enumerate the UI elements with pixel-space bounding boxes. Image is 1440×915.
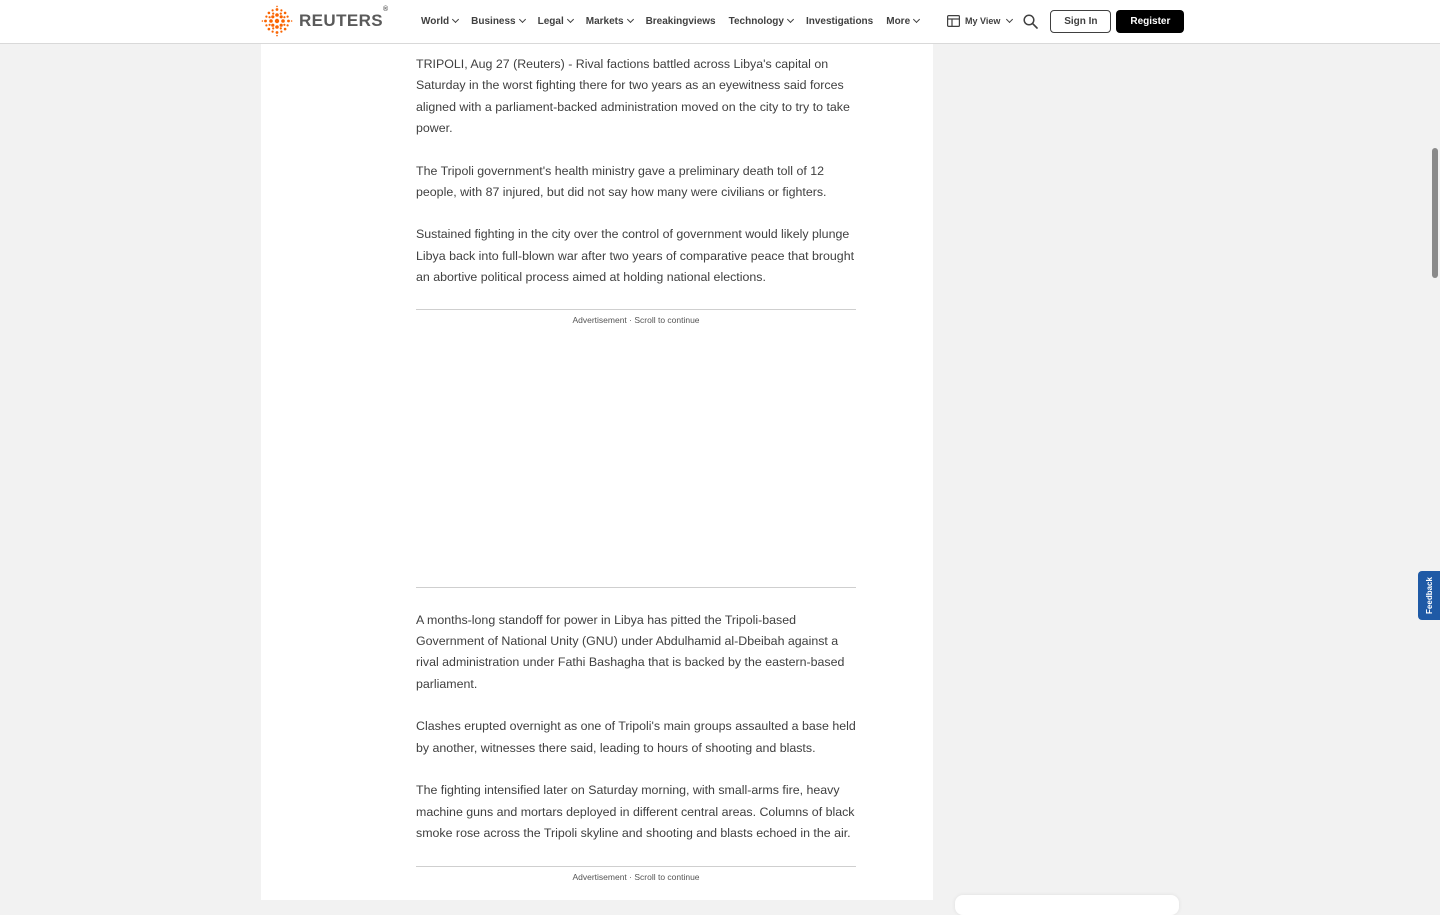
chevron-down-icon (567, 15, 574, 22)
reuters-logo-icon (261, 5, 293, 37)
chevron-down-icon (913, 15, 920, 22)
layout-icon (947, 15, 960, 27)
nav-item-business[interactable]: Business (471, 16, 524, 27)
register-button[interactable]: Register (1116, 10, 1184, 33)
chevron-down-icon (787, 15, 794, 22)
reuters-logo[interactable] (261, 5, 389, 37)
reuters-wordmark: REUTERS® (299, 6, 389, 30)
my-view-label: My View (965, 16, 1001, 26)
chevron-down-icon (519, 15, 526, 22)
article-paragraph: Sustained fighting in the city over the control of government would likely plunge Libya back into full-blown war after two years of comparative peace that brought an abortive political process aimed at holding national elections. (416, 227, 855, 285)
article-paragraph: Clashes erupted overnight as one of Tripoli's main groups assaulted a base held by another, witnesses there said, leading to hours of shooting and blasts. (416, 719, 856, 755)
advertisement-label: Advertisement · Scroll to continue (572, 872, 700, 883)
search-button[interactable] (1023, 14, 1038, 29)
nav-item-world[interactable]: World (421, 16, 458, 27)
advertisement-slot (416, 866, 856, 906)
article-paragraph: The Tripoli government's health ministry gave a preliminary death toll of 12 people, with 87 injured, but did not say how many were civilians or fighters. (416, 163, 827, 200)
site-header (0, 0, 1440, 44)
header-actions (947, 0, 1184, 42)
right-rail-card (955, 895, 1179, 915)
nav-item-investigations[interactable]: Investigations (805, 15, 874, 27)
article-paragraph: A months-long standoff for power in Libya has pitted the Tripoli-based Government of National Unity (GNU) under Abdulhamid al-Dbeibah against a rival administration under Fathi Bashagha that is backed by the eastern-based parliament. (416, 612, 845, 691)
chevron-down-icon (627, 15, 634, 22)
page-scrollbar[interactable] (1432, 148, 1438, 278)
feedback-tab[interactable] (1418, 571, 1440, 620)
advertisement-slot (416, 309, 856, 588)
sign-in-button[interactable]: Sign In (1050, 10, 1111, 33)
nav-item-breakingviews[interactable]: Breakingviews (645, 15, 716, 27)
nav-item-legal[interactable]: Legal (538, 16, 573, 27)
advertisement-label: Advertisement · Scroll to continue (572, 314, 700, 325)
my-view-menu[interactable] (947, 15, 1012, 27)
nav-item-more[interactable]: More (886, 16, 919, 27)
article-paragraph: TRIPOLI, Aug 27 (Reuters) - Rival factions battled across Libya's capital on Saturday in the worst fighting there for two years as an eyewitness said forces aligned with a parliament-backed administration moved on the city to try to take power. (416, 57, 850, 136)
chevron-down-icon (452, 15, 459, 22)
article-body (416, 44, 858, 906)
chevron-down-icon (1006, 15, 1013, 22)
feedback-label: Feedback (1424, 577, 1434, 614)
article-paragraph: The fighting intensified later on Saturday morning, with small-arms fire, heavy machine guns and mortars deployed in different central areas. Columns of black smoke rose across the Tripoli skyline and shooting and blasts echoed in the air. (416, 783, 855, 840)
nav-item-technology[interactable]: Technology (729, 16, 793, 27)
main-nav (421, 0, 919, 42)
search-icon (1023, 14, 1038, 29)
nav-item-markets[interactable]: Markets (586, 16, 633, 27)
